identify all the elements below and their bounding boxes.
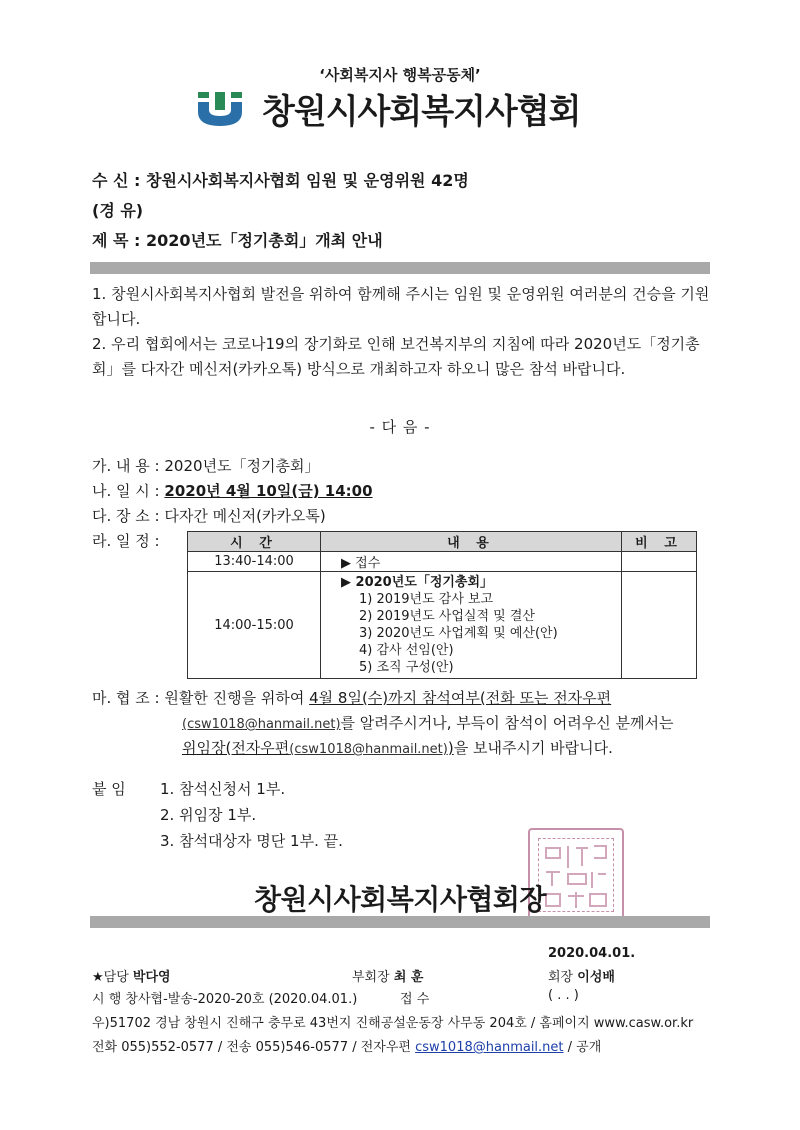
detail-schedule-label: 라. 일 정 : [92, 532, 160, 550]
agenda-item: 2) 2019년도 사업실적 및 결산 [359, 609, 535, 624]
detail-place [92, 505, 326, 526]
detail-place-label: 다. 장 소 : [92, 507, 160, 525]
org-name: 창원시사회복지사협회 [262, 91, 581, 132]
recipient-label: 수 신 : [92, 171, 141, 190]
receive-value: ( . . ) [548, 988, 579, 1003]
detail-datetime [92, 480, 373, 501]
row2-time: 14:00-15:00 [188, 572, 321, 679]
attachment-item: 2. 위임장 1부. [160, 806, 257, 824]
contact-suffix: / 공개 [567, 1040, 602, 1055]
address: 우)51702 경남 창원시 진해구 충무로 43번지 진해공설운동장 사무동 204호 / 홈페이지 www.casw.or.kr [92, 1016, 694, 1031]
org-logo-icon [196, 88, 244, 128]
header-time: 시 간 [188, 532, 321, 552]
detail-content-label: 가. 내 용 : [92, 457, 160, 475]
agenda-item: 4) 감사 선임(안) [359, 643, 454, 658]
attachments-label: 붙 임 [92, 780, 126, 798]
header-note: 비 고 [622, 532, 697, 552]
table-header-row [188, 532, 697, 552]
coop-email-link[interactable]: (csw1018@hanmail.net) [182, 717, 341, 732]
subject-label: 제 목 : [92, 231, 141, 250]
doc-value: 창사협-발송-2020-20호 (2020.04.01.) [125, 992, 358, 1007]
coop-label: 마. 협 조 : [92, 689, 160, 707]
coop-text-3b: ) [447, 739, 454, 757]
paragraph-2: 2. 우리 협회에서는 코로나19의 장기화로 인해 보건복지부의 지침에 따라 2020년도「정기총회」를 다자간 메신저(카카오톡) 방식으로 개최하고자 하오니 많은 참석 바랍니다. [92, 335, 700, 378]
vice-label: 부회장 [352, 970, 390, 985]
coop-line-3 [182, 737, 613, 758]
agenda-item: 5) 조직 구성(안) [359, 660, 454, 675]
manager-name: 박다영 [132, 970, 171, 985]
coop-text-3c: 을 보내주시기 바랍니다. [453, 739, 613, 757]
coop-email-link-2[interactable]: (csw1018@hanmail.net) [289, 742, 448, 757]
coop-text-1b: 4월 8일(수)까지 참석여부(전화 또는 전자우편 [309, 689, 612, 707]
via-line: (경 유) [92, 201, 144, 220]
receive-label: 접 수 [400, 992, 430, 1007]
president [548, 966, 615, 985]
attachment-item: 3. 참석대상자 명단 1부. 끝. [160, 832, 343, 850]
coop-text-3a: 위임장(전자우편 [182, 739, 290, 757]
manager-label: ★담당 [92, 970, 129, 985]
signature-name: 창원시사회복지사협회장 [253, 883, 547, 916]
org-header [196, 88, 581, 132]
agenda-item: 3) 2020년도 사업계획 및 예산(안) [359, 626, 558, 641]
header-divider [90, 262, 710, 274]
row1-note [622, 552, 697, 572]
coop-line-1 [92, 687, 611, 708]
coop-text-2: 를 알려주시거나, 부득이 참석이 어려우신 분께서는 [340, 714, 674, 732]
row2-title: ▶ 2020년도「정기총회」 [341, 575, 494, 590]
coop-text-1a: 원활한 진행을 위하여 [164, 689, 310, 707]
attachment-item: 1. 참석신청서 1부. [160, 780, 286, 798]
doc-number [92, 988, 357, 1007]
doc-label: 시 행 [92, 992, 122, 1007]
detail-content [92, 455, 320, 476]
manager [92, 966, 171, 985]
section-divider: - 다 음 - [369, 418, 431, 436]
row2-note [622, 572, 697, 679]
row1-time: 13:40-14:00 [188, 552, 321, 572]
vice-president [352, 966, 423, 985]
contact-prefix: 전화 055)552-0577 / 전송 055)546-0577 / 전자우편 [92, 1040, 411, 1055]
coop-line-2 [182, 712, 673, 733]
schedule-table [187, 531, 697, 679]
detail-datetime-value: 2020년 4월 10일(금) 14:00 [164, 482, 373, 500]
row1-content: ▶ 접수 [321, 552, 622, 572]
header-content: 내 용 [321, 532, 622, 552]
detail-content-value: 2020년도「정기총회」 [164, 457, 320, 475]
table-row [188, 572, 697, 679]
recipient-line [92, 168, 469, 191]
detail-place-value: 다자간 메신저(카카오톡) [164, 507, 326, 525]
subject-value: 2020년도「정기총회」개최 안내 [146, 231, 383, 250]
contact-email-link[interactable]: csw1018@hanmail.net [415, 1040, 564, 1055]
row2-content [321, 572, 622, 679]
recipient-value: 창원시사회복지사협회 임원 및 운영위원 42명 [146, 171, 469, 190]
detail-datetime-label: 나. 일 시 : [92, 482, 160, 500]
slogan: ‘사회복지사 행복공동체’ [319, 66, 481, 84]
president-name: 이성배 [577, 970, 615, 985]
table-row [188, 552, 697, 572]
subject-line [92, 228, 383, 251]
issue-date: 2020.04.01. [548, 946, 636, 961]
paragraph-1: 1. 창원시사회복지사협회 발전을 위하여 함께해 주시는 임원 및 운영위원 여러분의 건승을 기원합니다. [92, 285, 710, 328]
president-label: 회장 [548, 970, 574, 985]
contact-line [92, 1036, 601, 1055]
footer-divider [90, 916, 710, 928]
vice-name: 최 훈 [393, 970, 424, 985]
agenda-item: 1) 2019년도 감사 보고 [359, 592, 494, 607]
